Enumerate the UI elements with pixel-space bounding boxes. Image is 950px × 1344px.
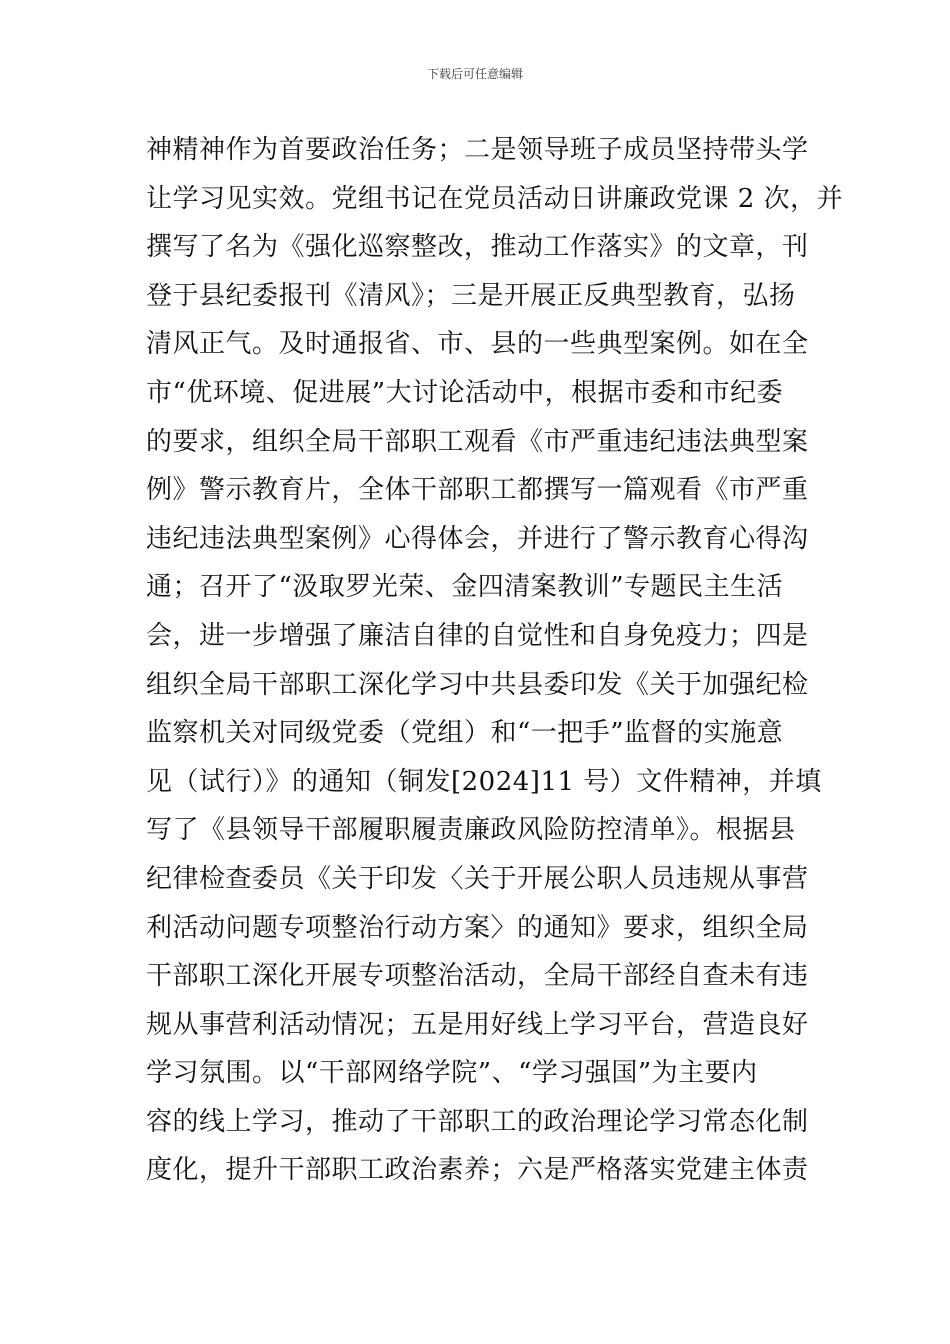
text-line: 利活动问题专项整治行动方案〉的通知》要求，组织全局 — [146, 912, 809, 943]
text-line: 撰写了名为《强化巡察整改，推动工作落实》的文章，刊 — [146, 232, 809, 263]
text-line: 神精神作为首要政治任务；二是领导班子成员坚持带头学 — [146, 135, 809, 165]
text-line: 让学习见实效。党组书记在党员活动日讲廉政党课 2 次，并 — [146, 183, 844, 214]
text-line: 写了《县领导干部履职履责廉政风险防控清单》。根据县 — [146, 815, 796, 846]
text-line: 度化，提升干部职工政治素养；六是严格落实党建主体责 — [146, 1155, 809, 1186]
text-line: 登于县纪委报刊《清风》；三是开展正反典型教育，弘扬 — [146, 280, 796, 311]
text-line: 例》警示教育片，全体干部职工都撰写一篇观看《市严重 — [146, 475, 809, 506]
header-note: 下载后可任意编辑 — [426, 67, 523, 81]
text-line: 的要求，组织全局干部职工观看《市严重违纪违法典型案 — [146, 426, 809, 457]
text-line: 违纪违法典型案例》心得体会，并进行了警示教育心得沟 — [146, 523, 809, 554]
text-line: 容的线上学习，推动了干部职工的政治理论学习常态化制 — [146, 1106, 809, 1137]
text-line: 市“优环境、促进展”大讨论活动中，根据市委和市纪委 — [146, 377, 784, 408]
text-line: 会，进一步增强了廉洁自律的自觉性和自身免疫力；四是 — [146, 620, 809, 651]
body-text — [146, 126, 844, 1195]
text-line: 见（试行）》的通知（铜发[2024]11 号）文件精神，并填 — [146, 766, 822, 797]
text-line: 规从事营利活动情况；五是用好线上学习平台，营造良好 — [146, 1009, 809, 1040]
text-line: 通；召开了“汲取罗光荣、金四清案教训”专题民主生活 — [146, 572, 784, 603]
text-line: 纪律检查委员《关于印发〈关于开展公职人员违规从事营 — [146, 863, 809, 894]
text-line: 监察机关对同级党委（党组）和“一把手”监督的实施意 — [146, 718, 784, 749]
text-line: 组织全局干部职工深化学习中共县委印发《关于加强纪检 — [146, 669, 809, 700]
text-line: 干部职工深化开展专项整治活动，全局干部经自查未有违 — [146, 961, 809, 992]
text-line: 学习氛围。以“干部网络学院”、“学习强国”为主要内 — [146, 1058, 758, 1089]
text-line: 清风正气。及时通报省、市、县的一些典型案例。如在全 — [146, 329, 809, 360]
